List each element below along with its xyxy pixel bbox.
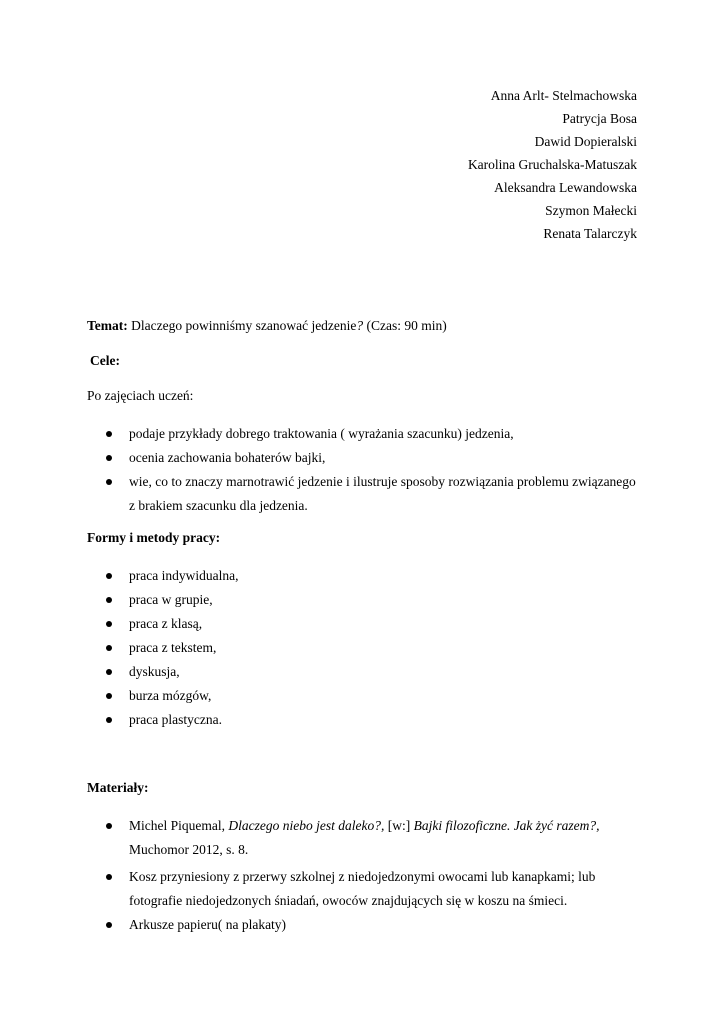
author-name: Szymon Małecki [545, 203, 637, 218]
list-item: praca w grupie, [104, 588, 644, 612]
bullet-icon [106, 669, 112, 675]
materials-heading: Materiały: [87, 780, 149, 795]
book-collection-title: Bajki filozoficzne. Jak żyć razem?, [413, 818, 600, 833]
topic-label: Temat: [87, 318, 128, 333]
authors-list [468, 84, 637, 245]
topic-text: Dlaczego powinniśmy szanować jedzenie [127, 318, 357, 333]
topic-line [87, 318, 447, 334]
list-item: dyskusja, [104, 660, 644, 684]
author-name: Patrycja Bosa [562, 111, 637, 126]
author-name: Anna Arlt- Stelmachowska [490, 88, 637, 103]
list-item: praca z klasą, [104, 612, 644, 636]
list-item: praca indywidualna, [104, 564, 644, 588]
list-item: ocenia zachowania bohaterów bajki, [104, 446, 644, 470]
bullet-icon [106, 431, 112, 437]
methods-heading: Formy i metody pracy: [87, 530, 221, 545]
goals-intro: Po zajęciach uczeń: [87, 388, 194, 403]
author-name: Renata Talarczyk [543, 226, 637, 241]
list-item: Kosz przyniesiony z przerwy szkolnej z niedojedzonymi owocami lub kanapkami; lub fotografie niedojedzonych śniadań, owoców znajdujących się w koszu na śmieci. [104, 865, 644, 913]
bullet-icon [106, 597, 112, 603]
topic-duration: (Czas: 90 min) [363, 318, 447, 333]
bullet-icon [106, 874, 112, 880]
bullet-icon [106, 823, 112, 829]
bullet-icon [106, 573, 112, 579]
list-item: wie, co to znaczy marnotrawić jedzenie i ilustruje sposoby rozwiązania problemu związanego z brakiem szacunku dla jedzenia. [104, 470, 644, 518]
list-item: praca plastyczna. [104, 708, 644, 732]
bullet-icon [106, 479, 112, 485]
bullet-icon [106, 693, 112, 699]
list-item: burza mózgów, [104, 684, 644, 708]
topic-question-mark: ? [356, 318, 364, 333]
materials-list [104, 814, 644, 937]
methods-list [104, 564, 644, 732]
list-item: podaje przykłady dobrego traktowania ( wyrażania szacunku) jedzenia, [104, 422, 644, 446]
bullet-icon [106, 621, 112, 627]
author-name: Aleksandra Lewandowska [494, 180, 637, 195]
author-name: Karolina Gruchalska-Matuszak [467, 157, 637, 172]
list-item: Arkusze papieru( na plakaty) [104, 913, 644, 937]
bullet-icon [106, 645, 112, 651]
bullet-icon [106, 922, 112, 928]
book-title: Dlaczego niebo jest daleko?, [228, 818, 385, 833]
bullet-icon [106, 455, 112, 461]
author-name: Dawid Dopieralski [534, 134, 637, 149]
list-item: praca z tekstem, [104, 636, 644, 660]
bullet-icon [106, 717, 112, 723]
goals-heading: Cele: [90, 353, 120, 368]
list-item: Michel Piquemal, Dlaczego niebo jest daleko?, [w:] Bajki filozoficzne. Jak żyć razem?, Muchomor 2012, s. 8. [104, 814, 644, 862]
goals-list [104, 422, 644, 518]
